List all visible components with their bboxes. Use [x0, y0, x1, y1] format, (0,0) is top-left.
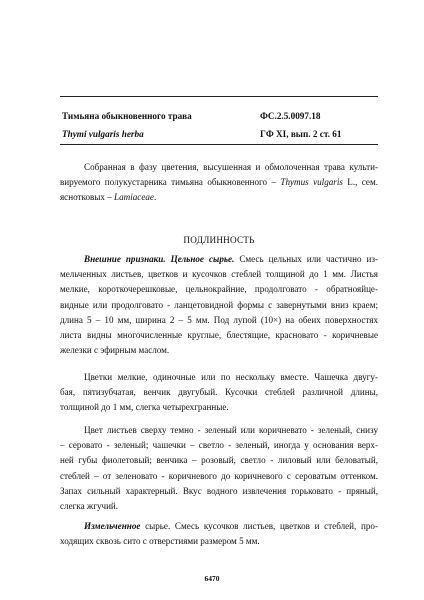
monograph-replaces: ГФ XI, вып. 2 ст. 61 [260, 129, 342, 139]
text-line: Внешние признаки. Цельное сырье. Смесь цельных или частично из- [84, 254, 378, 264]
text-line: Цвет листьев сверху темно - зеленый или коричневато - зеленый, снизу [84, 425, 378, 435]
intro-paragraph [60, 160, 378, 206]
text-line: бая, пятизубчатая, венчик двугубый. Кусочки стеблей различной длины, [60, 387, 378, 398]
text-line: Запах сильный характерный. Вкус водного извлечения горьковато - пряный, [60, 485, 378, 496]
text-line: толщиной до 1 мм, слегка четырехгранные. [60, 402, 229, 413]
paragraph-label: Внешние признаки. Цельное сырье. [84, 254, 235, 264]
text-line: – серовато - зеленый; чашечки – светло - зеленый, иногда у основания верх- [60, 440, 378, 451]
crushed-material-paragraph [60, 519, 378, 549]
text-line: слегка жгучий. [60, 501, 119, 512]
color-paragraph [60, 423, 378, 514]
text-line: видные или продолговато - ланцетовидной формы с завернутыми вниз краем; [60, 299, 378, 310]
text-line: железки с эфирным маслом. [60, 345, 170, 356]
flowers-paragraph [60, 370, 378, 416]
paragraph-label: Измельченное [84, 521, 141, 531]
monograph-name-ru: Тимьяна обыкновенного трава [62, 111, 192, 121]
header-rule-top [60, 96, 378, 97]
text-line: вируемого полукустарника тимьяна обыкновенного – Thymus vulgaris L., сем. [60, 177, 378, 188]
text-line: мельченных листьев, цветков и кусочков стеблей толщиной до 1 мм. Листья [60, 269, 378, 280]
section-title: ПОДЛИННОСТЬ [183, 235, 255, 245]
text-line: стеблей – от зеленовато - коричневого до коричневого с сероватым оттенком. [60, 470, 378, 481]
text-line: ней губы фиолетовый; венчика – розовый, светло - лиловый или беловатый, [60, 455, 378, 466]
page-number: 6470 [204, 574, 220, 583]
species-name: Thymus vulgaris [280, 177, 343, 188]
monograph-code: ФС.2.5.0097.18 [260, 111, 321, 121]
text-line: Собранная в фазу цветения, высушенная и обмолоченная трава культи- [84, 162, 378, 172]
text-line: мелкие, короткочерешковые, цельнокрайние, продолговато - обратнояйце- [60, 284, 378, 295]
text-line: листа видны многочисленные круглые, блестящие, красновато - коричневые [60, 330, 378, 341]
text-line: яснотковых – Lamiaceae. [60, 192, 157, 203]
text-line: Цветки мелкие, одиночные или по нескольку вместе. Чашечка двугу- [84, 372, 378, 382]
text-line: ходящих сквозь сито с отверстиями размером 5 мм. [60, 536, 260, 547]
text-line: Измельченное сырье. Смесь кусочков листьев, цветков и стеблей, про- [84, 521, 378, 531]
monograph-name-lat: Thymi vulgaris herba [62, 129, 144, 139]
external-features-paragraph [60, 252, 378, 358]
family-name: Lamiaceae [114, 192, 154, 203]
text-line: длина 5 – 10 мм, ширина 2 – 5 мм. Под лупой (10×) на обеих поверхностях [60, 314, 378, 325]
header-rule-bottom [60, 144, 378, 145]
